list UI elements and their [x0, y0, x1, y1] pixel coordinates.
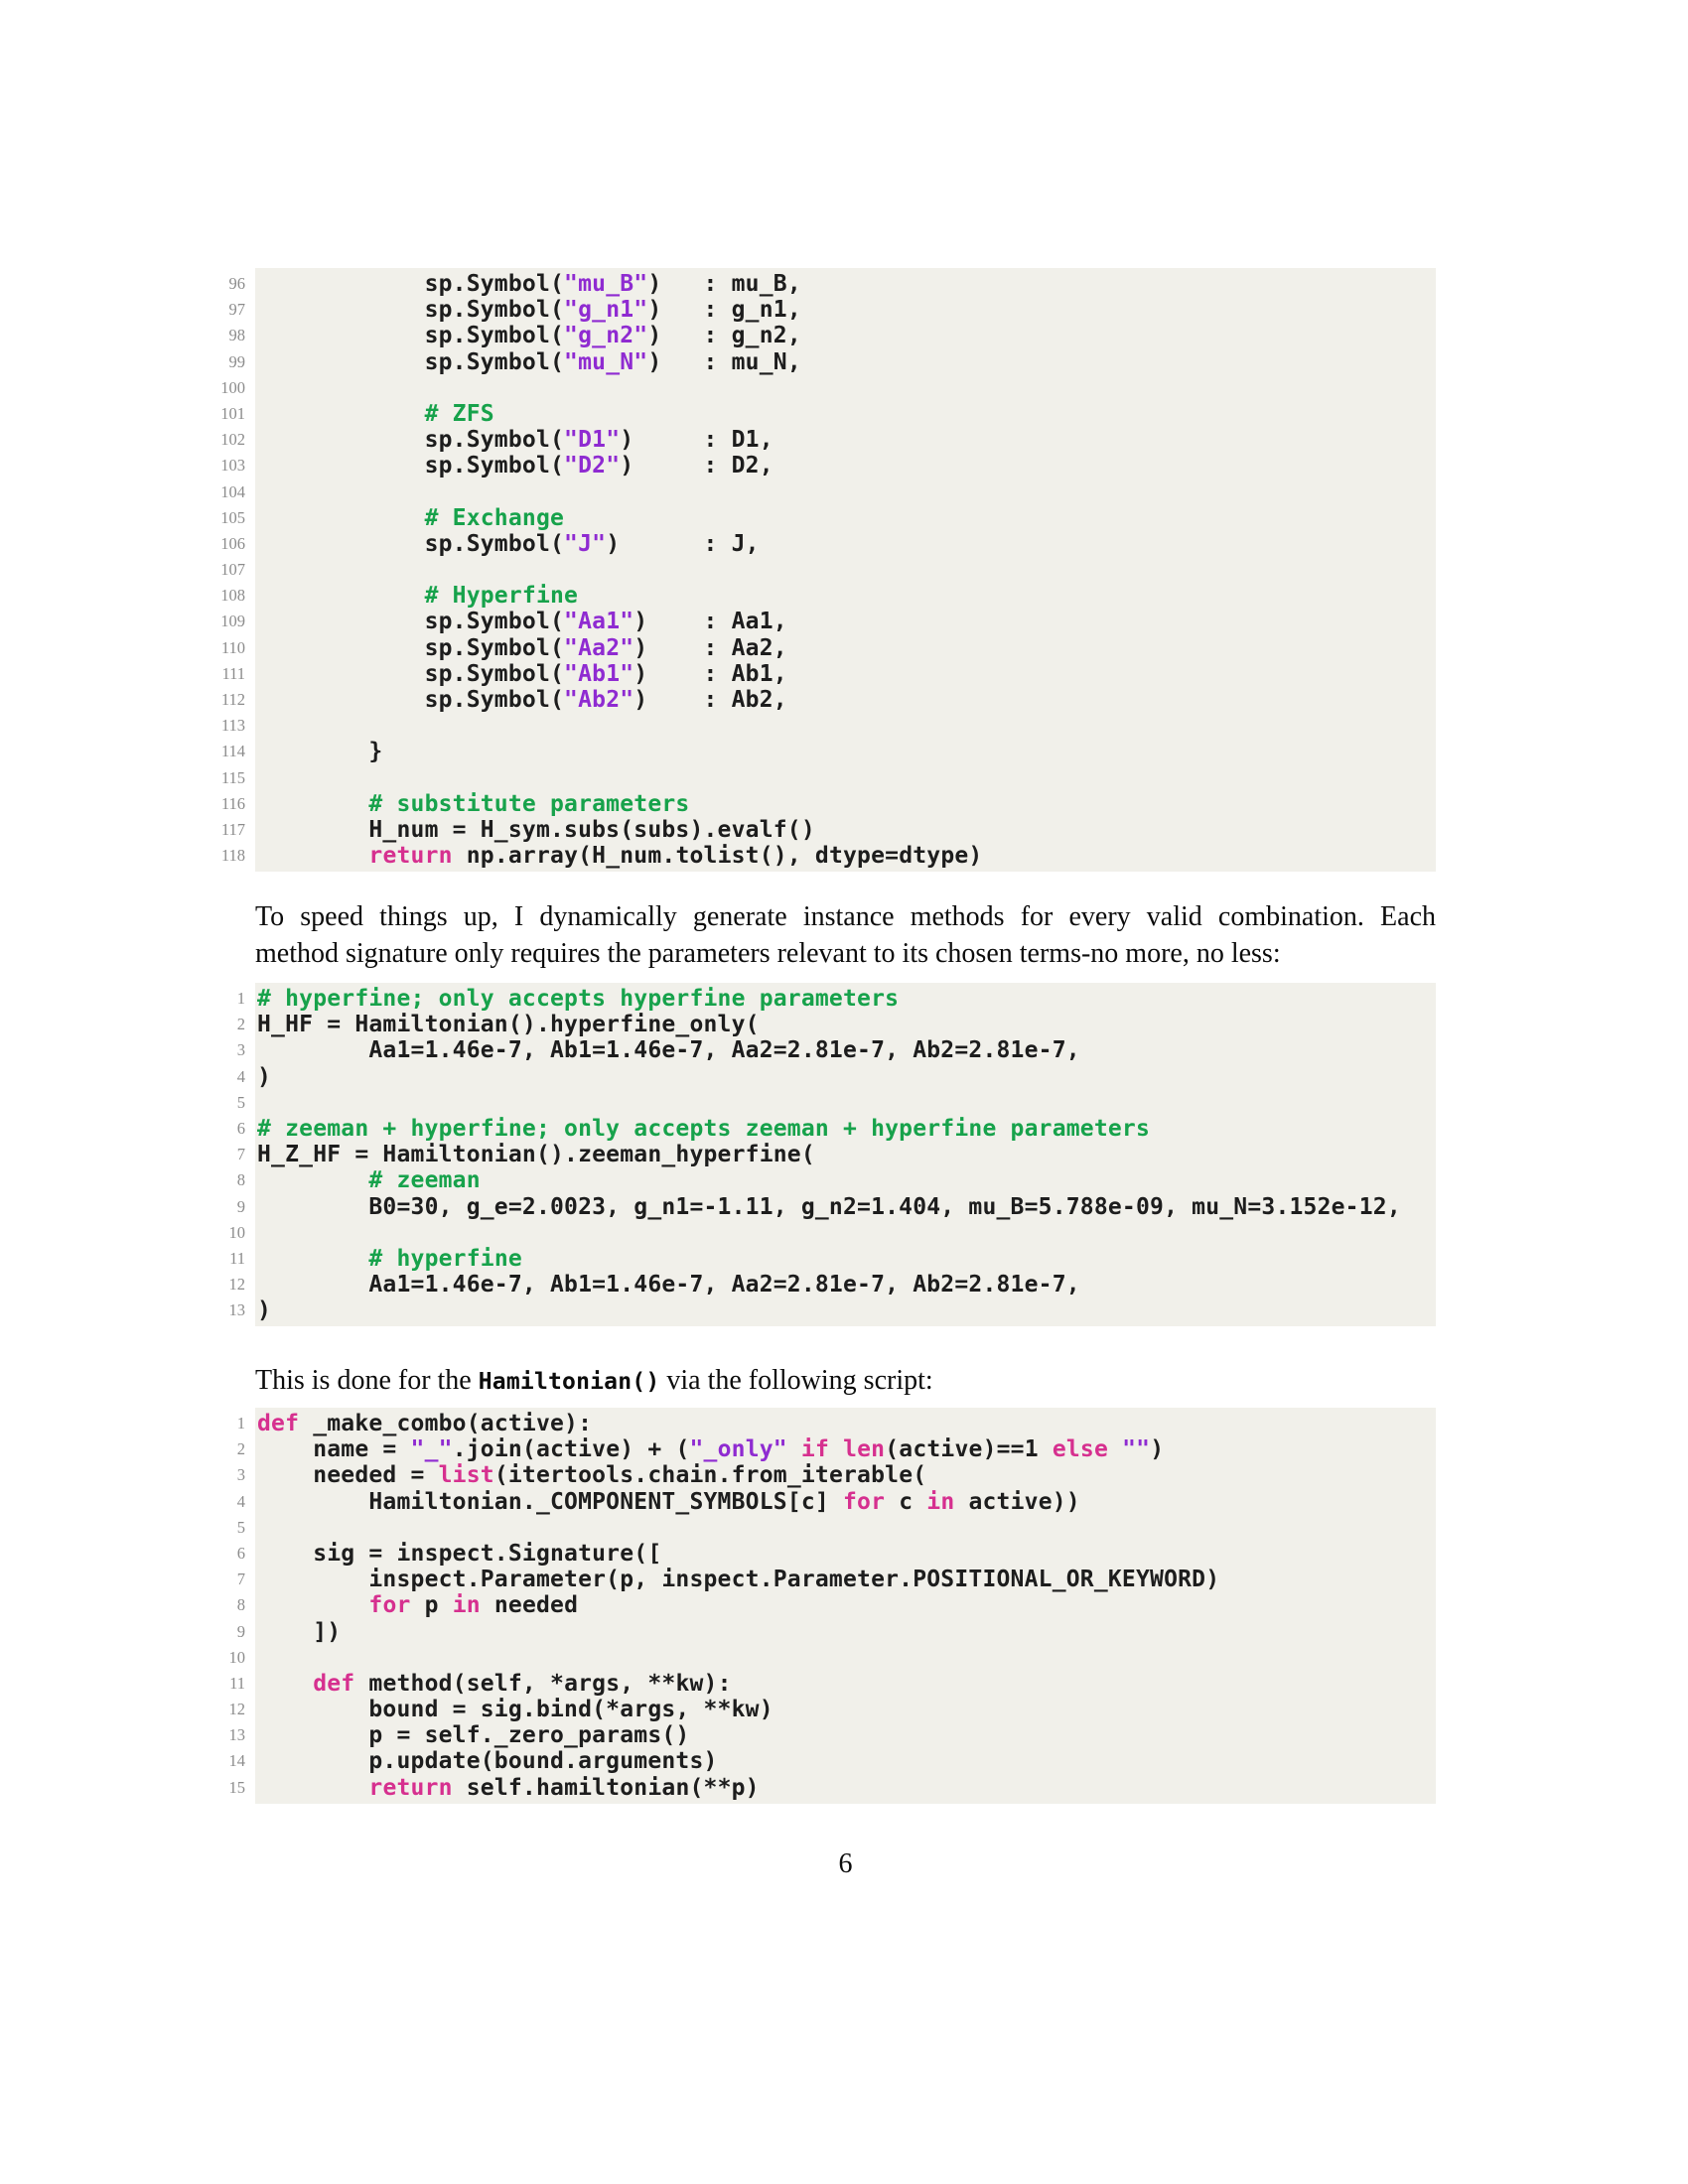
code-token: H_Z_HF = Hamiltonian().zeeman_hyperfine( — [257, 1142, 815, 1168]
code-line — [236, 1592, 1436, 1619]
code-line — [220, 583, 1436, 610]
line-number: 12 — [228, 1700, 245, 1719]
code-token: ) — [257, 1063, 272, 1090]
code-line — [220, 634, 1436, 661]
code-token: "Aa2" — [564, 634, 634, 661]
code-token: needed = — [257, 1462, 439, 1489]
code-token: ) : Aa1, — [633, 609, 787, 635]
code-line — [236, 1411, 1436, 1436]
line-number: 6 — [236, 1543, 245, 1563]
code-token: return — [368, 1774, 453, 1801]
code-token: "J" — [564, 530, 607, 557]
line-number: 109 — [220, 612, 245, 631]
code-token: sp.Symbol( — [257, 271, 565, 297]
code-token: sp.Symbol( — [257, 609, 565, 635]
code-token: ) — [257, 1297, 272, 1324]
line-number: 15 — [228, 1777, 245, 1797]
code-line — [236, 1618, 1436, 1645]
code-line — [220, 479, 1436, 505]
code-token: p = self._zero_params() — [257, 1722, 690, 1749]
code-line — [228, 323, 1436, 349]
line-number: 11 — [229, 1248, 245, 1268]
code-token: if — [800, 1436, 830, 1463]
code-token: "Ab2" — [564, 687, 634, 713]
line-number: 3 — [236, 1465, 245, 1485]
line-number: 100 — [220, 377, 245, 397]
line-number: 104 — [220, 481, 245, 501]
code-token: self.hamiltonian(**p) — [452, 1774, 760, 1801]
paragraph-text: via the following script: — [659, 1365, 933, 1396]
line-number: 7 — [236, 1570, 245, 1589]
code-line — [228, 1748, 1436, 1775]
code-line — [220, 687, 1436, 713]
line-number: 97 — [228, 300, 245, 320]
line-number: 1 — [236, 1414, 245, 1433]
line-number: 3 — [236, 1040, 245, 1060]
code-line — [220, 400, 1436, 427]
code-token: # Hyperfine — [257, 583, 579, 610]
line-number: 6 — [236, 1118, 245, 1138]
code-line — [220, 790, 1436, 817]
line-number: 110 — [220, 637, 245, 657]
line-number: 96 — [228, 274, 245, 293]
code-line — [220, 609, 1436, 635]
code-token: ) : D2, — [620, 453, 774, 479]
code-token: sp.Symbol( — [257, 427, 565, 454]
line-number: 2 — [236, 1439, 245, 1459]
code-line — [236, 1115, 1436, 1142]
line-number: 14 — [228, 1751, 245, 1771]
code-line — [236, 1193, 1436, 1220]
line-number: 113 — [220, 716, 245, 736]
code-token: Hamiltonian._COMPONENT_SYMBOLS[c] — [257, 1488, 843, 1515]
code-line — [228, 1774, 1436, 1801]
code-line — [220, 427, 1436, 454]
code-token: "g_n2" — [564, 323, 648, 349]
code-token: return — [368, 843, 453, 870]
code-token: # hyperfine — [368, 1245, 522, 1272]
line-number: 4 — [236, 1491, 245, 1511]
code-token: "D1" — [564, 427, 621, 454]
code-token: # substitute parameters — [257, 790, 690, 817]
code-token: # zeeman — [368, 1167, 481, 1194]
line-number: 2 — [236, 1015, 245, 1034]
code-line — [236, 1540, 1436, 1567]
line-number: 111 — [221, 663, 245, 683]
code-token: } — [257, 739, 383, 765]
code-token: H_num = H_sym.subs(subs).evalf() — [257, 816, 815, 843]
code-listing-make-combo — [228, 1408, 1436, 1804]
code-token: sp.Symbol( — [257, 348, 565, 375]
code-line — [228, 271, 1436, 297]
code-token: ) : mu_N, — [647, 348, 801, 375]
line-number: 106 — [220, 533, 245, 553]
line-number: 13 — [228, 1300, 245, 1320]
code-token: ) — [1150, 1436, 1165, 1463]
line-number: 12 — [228, 1275, 245, 1295]
code-line — [236, 1515, 1436, 1541]
line-number: 7 — [236, 1145, 245, 1164]
code-token: ) : g_n2, — [647, 323, 801, 349]
code-token: _make_combo(active): — [299, 1411, 593, 1436]
paragraph-script-intro — [255, 1362, 1436, 1401]
line-number: 10 — [228, 1222, 245, 1242]
code-token: sp.Symbol( — [257, 453, 565, 479]
code-token: sp.Symbol( — [257, 530, 565, 557]
code-line — [220, 739, 1436, 765]
code-token: else — [1052, 1436, 1109, 1463]
code-token — [257, 1671, 313, 1697]
paragraph-line: method signature only requires the parameters relevant to its chosen terms-no more, no less: — [255, 938, 1281, 969]
code-line — [220, 530, 1436, 557]
code-token — [787, 1436, 801, 1462]
code-line — [236, 1142, 1436, 1168]
code-line — [220, 453, 1436, 479]
code-line — [236, 1167, 1436, 1194]
line-number: 112 — [220, 690, 245, 709]
code-token — [1108, 1436, 1122, 1462]
code-line — [236, 1436, 1436, 1463]
code-token: "Aa1" — [564, 609, 634, 635]
code-line — [228, 1645, 1436, 1671]
code-token: method(self, *args, **kw): — [354, 1670, 732, 1697]
code-token: "" — [1122, 1436, 1151, 1463]
line-number: 103 — [220, 456, 245, 476]
code-token: p — [410, 1592, 453, 1619]
code-token: bound = sig.bind(*args, **kw) — [257, 1697, 774, 1723]
code-token: for — [368, 1592, 411, 1619]
code-token — [829, 1436, 843, 1462]
code-token: ) : Aa2, — [633, 634, 787, 661]
line-number: 101 — [220, 403, 245, 423]
code-token: sp.Symbol( — [257, 323, 565, 349]
line-number: 10 — [228, 1647, 245, 1667]
code-token: needed — [480, 1592, 579, 1619]
code-token: ) : Ab2, — [633, 687, 787, 713]
code-token: sp.Symbol( — [257, 297, 565, 324]
code-token: ) : g_n1, — [647, 297, 801, 324]
line-number: 5 — [236, 1092, 245, 1112]
code-token: name = — [257, 1436, 411, 1463]
code-token: ) : D1, — [620, 427, 774, 454]
line-number: 8 — [236, 1595, 245, 1615]
code-token: "D2" — [564, 453, 621, 479]
code-token: in — [926, 1488, 955, 1515]
code-line — [229, 1245, 1436, 1272]
code-token — [257, 1592, 368, 1618]
line-number: 1 — [236, 989, 245, 1008]
code-token: "_only" — [689, 1436, 787, 1463]
code-token — [257, 843, 368, 869]
code-line — [228, 297, 1436, 324]
code-line — [220, 765, 1436, 791]
code-token: ]) — [257, 1618, 342, 1645]
code-line — [236, 1063, 1436, 1090]
code-token: def — [313, 1670, 355, 1697]
paragraph-intro — [255, 898, 1436, 972]
code-token: "_" — [410, 1436, 453, 1463]
code-line — [236, 986, 1436, 1012]
code-listing-symbol-substitution — [220, 268, 1436, 872]
code-token: B0=30, g_e=2.0023, g_n1=-1.11, g_n2=1.404, mu_B=5.788e-09, mu_N=3.152e-12, — [257, 1193, 1401, 1220]
code-token — [257, 1167, 368, 1193]
code-line — [236, 1012, 1436, 1038]
paragraph-text: This is done for the — [255, 1365, 479, 1396]
page-number: 6 — [838, 1848, 853, 1879]
code-token: for — [842, 1488, 886, 1515]
code-line — [236, 1462, 1436, 1489]
code-token: len — [843, 1436, 886, 1463]
code-line — [236, 1037, 1436, 1064]
code-token: Aa1=1.46e-7, Ab1=1.46e-7, Aa2=2.81e-7, Ab2=2.81e-7, — [257, 1037, 1080, 1064]
code-line — [228, 1697, 1436, 1723]
code-line — [228, 1297, 1436, 1324]
paragraph-line: To speed things up, I dynamically generate instance methods for every valid combination. Each — [255, 901, 1436, 932]
line-number: 108 — [220, 586, 245, 606]
line-number: 118 — [220, 846, 245, 866]
code-token: # zeeman + hyperfine; only accepts zeeman + hyperfine parameters — [257, 1115, 1151, 1142]
code-line — [220, 843, 1436, 870]
code-token — [257, 1246, 368, 1272]
code-line — [228, 1220, 1436, 1246]
code-token: np.array(H_num.tolist(), dtype=dtype) — [452, 843, 983, 870]
code-token: ) : Ab1, — [633, 660, 787, 687]
line-number: 8 — [236, 1170, 245, 1190]
code-token: ) : mu_B, — [647, 271, 801, 297]
line-number: 102 — [220, 430, 245, 450]
code-token: "Ab1" — [564, 660, 634, 687]
line-number: 99 — [228, 351, 245, 371]
code-token: c — [885, 1488, 927, 1515]
code-token: inspect.Parameter(p, inspect.Parameter.POSITIONAL_OR_KEYWORD) — [257, 1567, 1220, 1593]
code-line — [228, 1722, 1436, 1749]
line-number: 107 — [220, 560, 245, 580]
code-token: (itertools.chain.from_iterable( — [493, 1462, 927, 1489]
line-number: 9 — [236, 1621, 245, 1641]
code-token: ) : J, — [606, 530, 760, 557]
code-token: H_HF = Hamiltonian().hyperfine_only( — [257, 1012, 760, 1038]
line-number: 115 — [220, 767, 245, 787]
code-line — [221, 660, 1436, 687]
line-number: 114 — [220, 742, 245, 761]
code-token: Aa1=1.46e-7, Ab1=1.46e-7, Aa2=2.81e-7, Ab2=2.81e-7, — [257, 1272, 1080, 1298]
inline-code-hamiltonian: Hamiltonian() — [478, 1369, 660, 1395]
code-line — [220, 375, 1436, 401]
code-line — [228, 1272, 1436, 1298]
code-token: active)) — [954, 1488, 1080, 1515]
code-token: # ZFS — [257, 400, 494, 427]
code-token: .join(active) + ( — [452, 1436, 690, 1463]
code-line — [220, 504, 1436, 531]
line-number: 9 — [236, 1196, 245, 1216]
code-token — [257, 1775, 368, 1801]
code-token: p.update(bound.arguments) — [257, 1748, 718, 1775]
line-number: 11 — [229, 1673, 245, 1693]
code-token: in — [452, 1592, 481, 1619]
code-line — [220, 713, 1436, 739]
code-token: def — [257, 1411, 300, 1436]
code-token: sp.Symbol( — [257, 634, 565, 661]
line-number: 5 — [236, 1517, 245, 1537]
code-token: sig = inspect.Signature([ — [257, 1540, 662, 1567]
code-token: sp.Symbol( — [257, 687, 565, 713]
line-number: 116 — [220, 793, 245, 813]
code-token: "mu_N" — [564, 348, 648, 375]
line-number: 13 — [228, 1725, 245, 1745]
code-line — [220, 816, 1436, 843]
code-line — [236, 1090, 1436, 1116]
line-number: 98 — [228, 326, 245, 345]
code-line — [229, 1670, 1436, 1697]
line-number: 4 — [236, 1066, 245, 1086]
code-line — [220, 557, 1436, 583]
code-token: sp.Symbol( — [257, 660, 565, 687]
code-token: list — [438, 1462, 494, 1489]
code-token: # hyperfine; only accepts hyperfine parameters — [257, 986, 900, 1012]
code-line — [236, 1567, 1436, 1593]
code-token: (active)==1 — [885, 1436, 1053, 1463]
code-token: "mu_B" — [564, 271, 648, 297]
code-token: "g_n1" — [564, 297, 648, 324]
line-number: 117 — [220, 819, 245, 839]
code-line — [228, 348, 1436, 375]
code-token: # Exchange — [257, 504, 565, 531]
line-number: 105 — [220, 507, 245, 527]
code-line — [236, 1488, 1436, 1515]
code-listing-combo-examples — [228, 983, 1436, 1326]
